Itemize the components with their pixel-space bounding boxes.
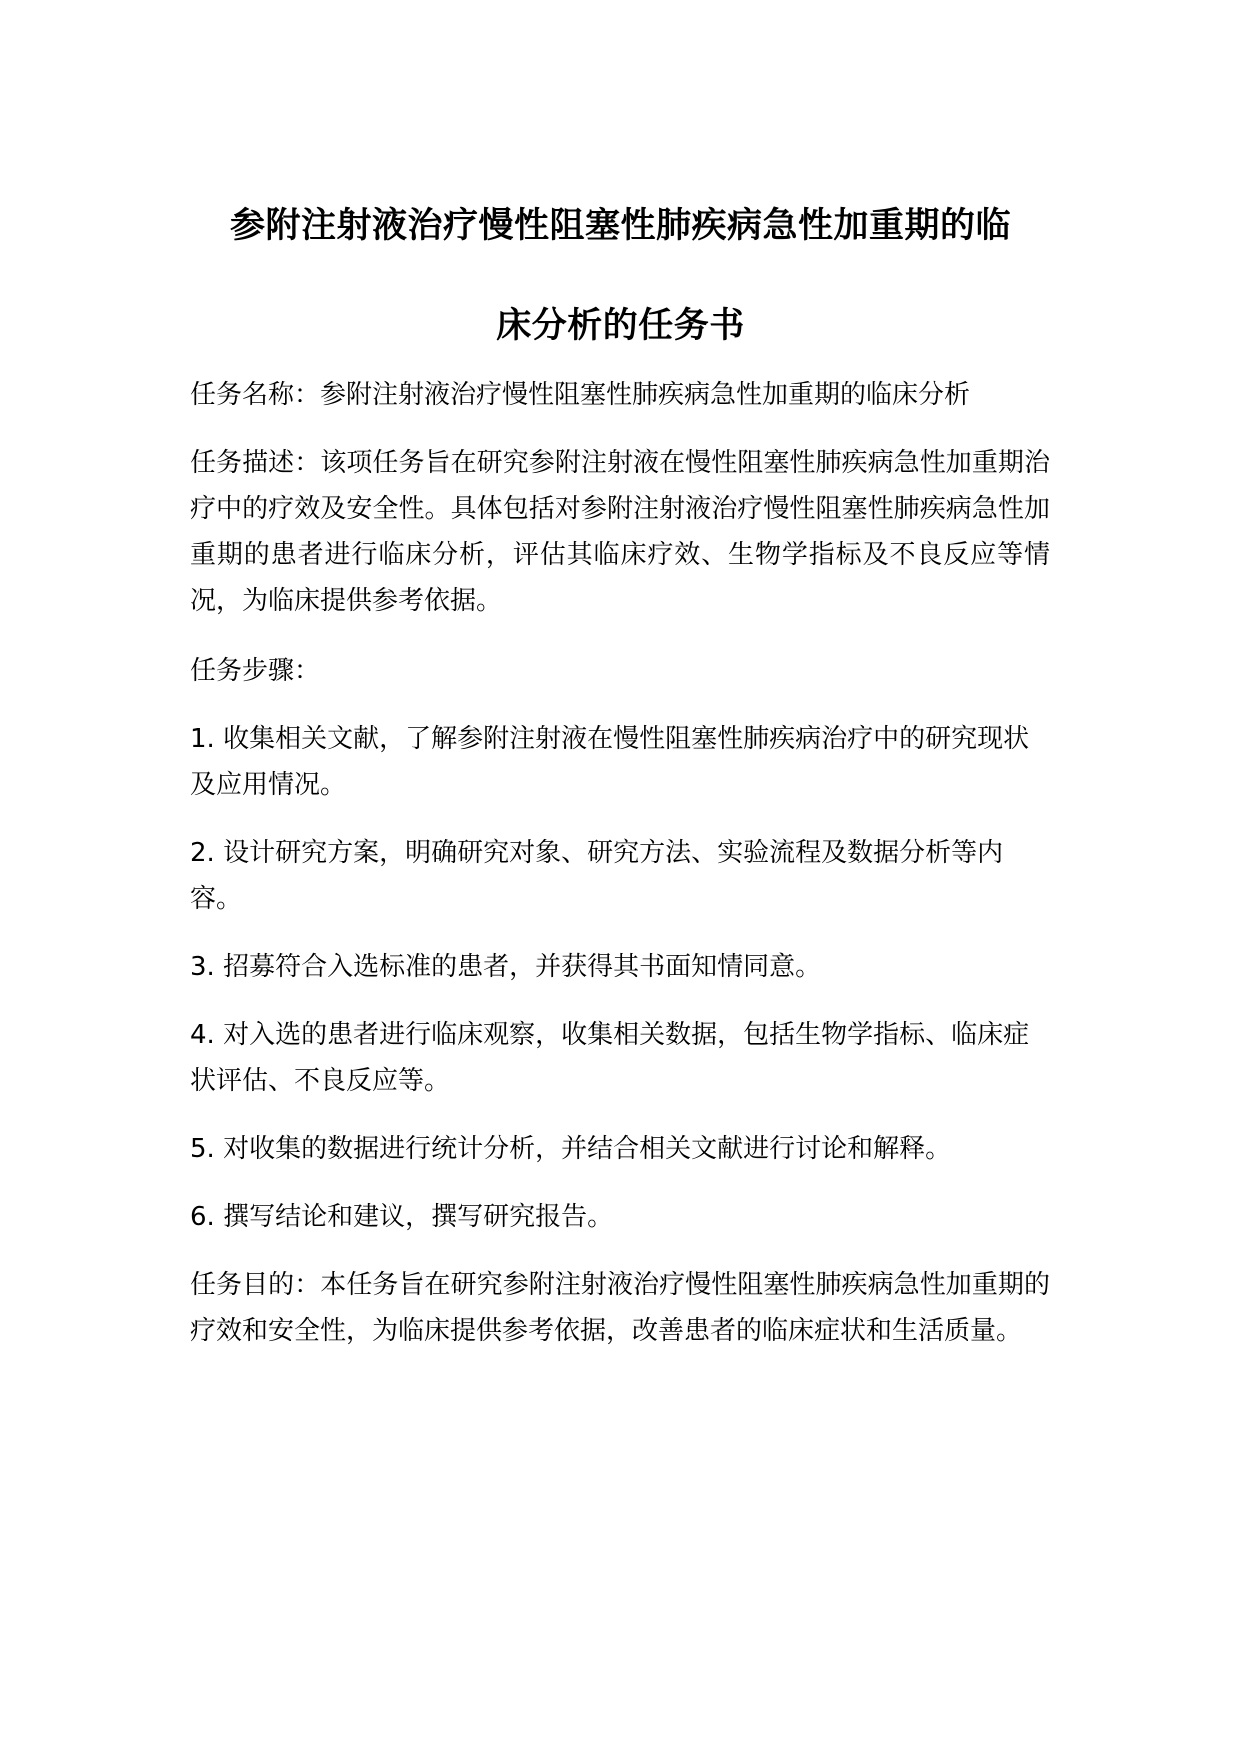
step-item: 5. 对收集的数据进行统计分析，并结合相关文献进行讨论和解释。	[190, 1134, 952, 1164]
step-item: 3. 招募符合入选标准的患者，并获得其书面知情同意。	[190, 952, 822, 982]
title-line-1: 参附注射液治疗慢性阻塞性肺疾病急性加重期的临	[229, 206, 1011, 246]
step-item: 1. 收集相关文献，了解参附注射液在慢性阻塞性肺疾病治疗中的研究现状及应用情况。	[190, 724, 1030, 800]
step-item: 4. 对入选的患者进行临床观察，收集相关数据，包括生物学指标、临床症状评估、不良反应等。	[190, 1020, 1030, 1096]
steps-heading: 任务步骤：	[190, 656, 321, 686]
document-title	[190, 176, 1051, 376]
step-item: 6. 撰写结论和建议，撰写研究报告。	[190, 1202, 614, 1232]
step-item: 2. 设计研究方案，明确研究对象、研究方法、实验流程及数据分析等内容。	[190, 838, 1004, 914]
title-line-2: 床分析的任务书	[496, 306, 745, 346]
task-purpose: 任务目的：本任务旨在研究参附注射液治疗慢性阻塞性肺疾病急性加重期的疗效和安全性，为临床提供参考依据，改善患者的临床症状和生活质量。	[190, 1270, 1050, 1346]
task-name: 任务名称：参附注射液治疗慢性阻塞性肺疾病急性加重期的临床分析	[190, 380, 971, 410]
task-description: 任务描述：该项任务旨在研究参附注射液在慢性阻塞性肺疾病急性加重期治疗中的疗效及安全性。具体包括对参附注射液治疗慢性阻塞性肺疾病急性加重期的患者进行临床分析，评估其临床疗效、生物学指标及不良反应等情况，为临床提供参考依据。	[190, 448, 1050, 616]
